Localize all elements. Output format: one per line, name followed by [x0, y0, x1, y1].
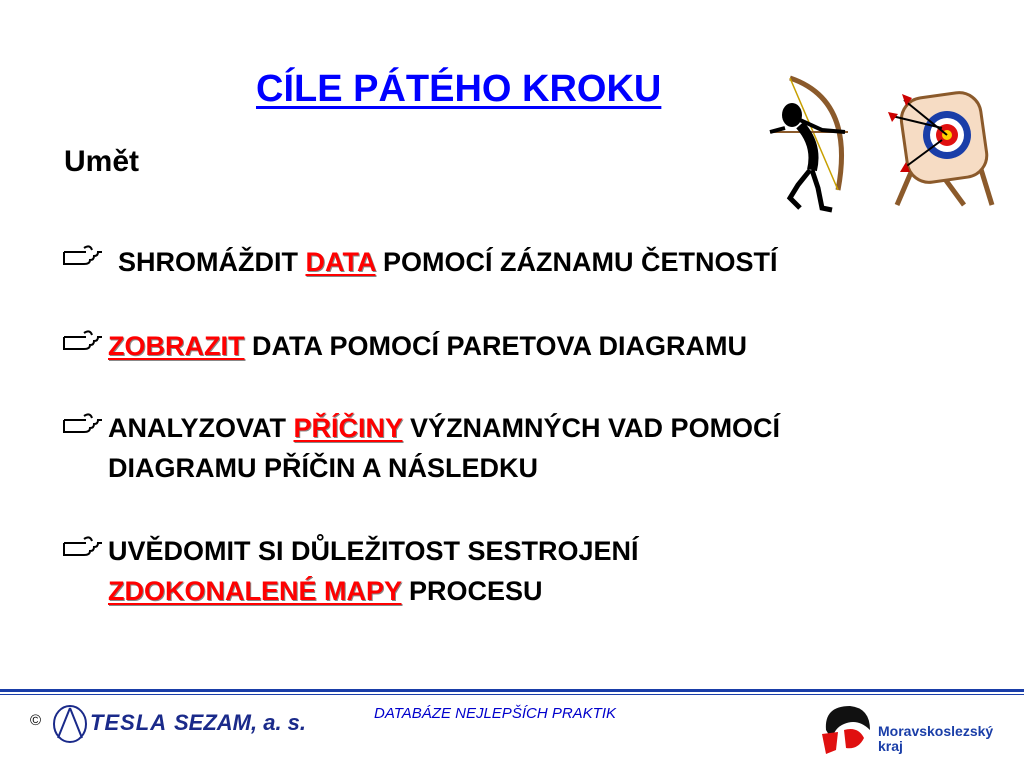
bullet-1-text-part: POMOCÍ ZÁZNAMU ČETNOSTÍ: [375, 247, 778, 277]
copyright-symbol: ©: [30, 712, 42, 729]
subtitle: Umět: [64, 145, 140, 178]
bullet-3-line-1: [108, 412, 780, 444]
pointing-hand-icon: [62, 327, 106, 355]
company-logo-word: TESLA: [90, 710, 168, 735]
footer-rule-thin: [0, 694, 1024, 695]
bullet-1-text-part: SHROMÁŽDIT: [118, 247, 306, 277]
company-name: SEZAM, a. s.: [174, 710, 307, 735]
bullet-4-text-part: PROCESU: [401, 576, 543, 606]
target-icon: [882, 80, 997, 210]
bullet-3-highlight: PŘÍČINY: [293, 413, 403, 443]
bullet-2-highlight: ZOBRAZIT: [108, 331, 245, 361]
bullet-4-line-2: [108, 575, 543, 607]
bullet-1-text: [118, 246, 777, 278]
region-logo-icon: [818, 700, 876, 758]
pointing-hand-icon: [62, 533, 106, 561]
pointing-hand-icon: [62, 242, 106, 270]
bullet-3-text-part: ANALYZOVAT: [108, 413, 294, 443]
bullet-4-line-1: UVĚDOMIT SI DŮLEŽITOST SESTROJENÍ: [108, 536, 639, 566]
footer-rule: [0, 689, 1024, 692]
bullet-3-line-2: DIAGRAMU PŘÍČIN A NÁSLEDKU: [108, 453, 538, 483]
archer-icon: [760, 70, 870, 215]
bullet-2-text-part: DATA POMOCÍ PARETOVA DIAGRAMU: [244, 331, 747, 361]
region-name: Moravskoslezský kraj: [878, 723, 994, 754]
bullet-2-text: [108, 330, 747, 362]
bullet-4-highlight: ZDOKONALENÉ MAPY: [108, 576, 402, 606]
pointing-hand-icon: [62, 410, 106, 438]
page-title: CÍLE PÁTÉHO KROKU: [256, 68, 662, 110]
bullet-3-text-part: VÝZNAMNÝCH VAD POMOCÍ: [402, 413, 781, 443]
bullet-1-highlight: DATA: [305, 247, 376, 277]
footer-center-text: DATABÁZE NEJLEPŠÍCH PRAKTIK: [374, 705, 616, 722]
tesla-logo-icon: [50, 704, 90, 744]
